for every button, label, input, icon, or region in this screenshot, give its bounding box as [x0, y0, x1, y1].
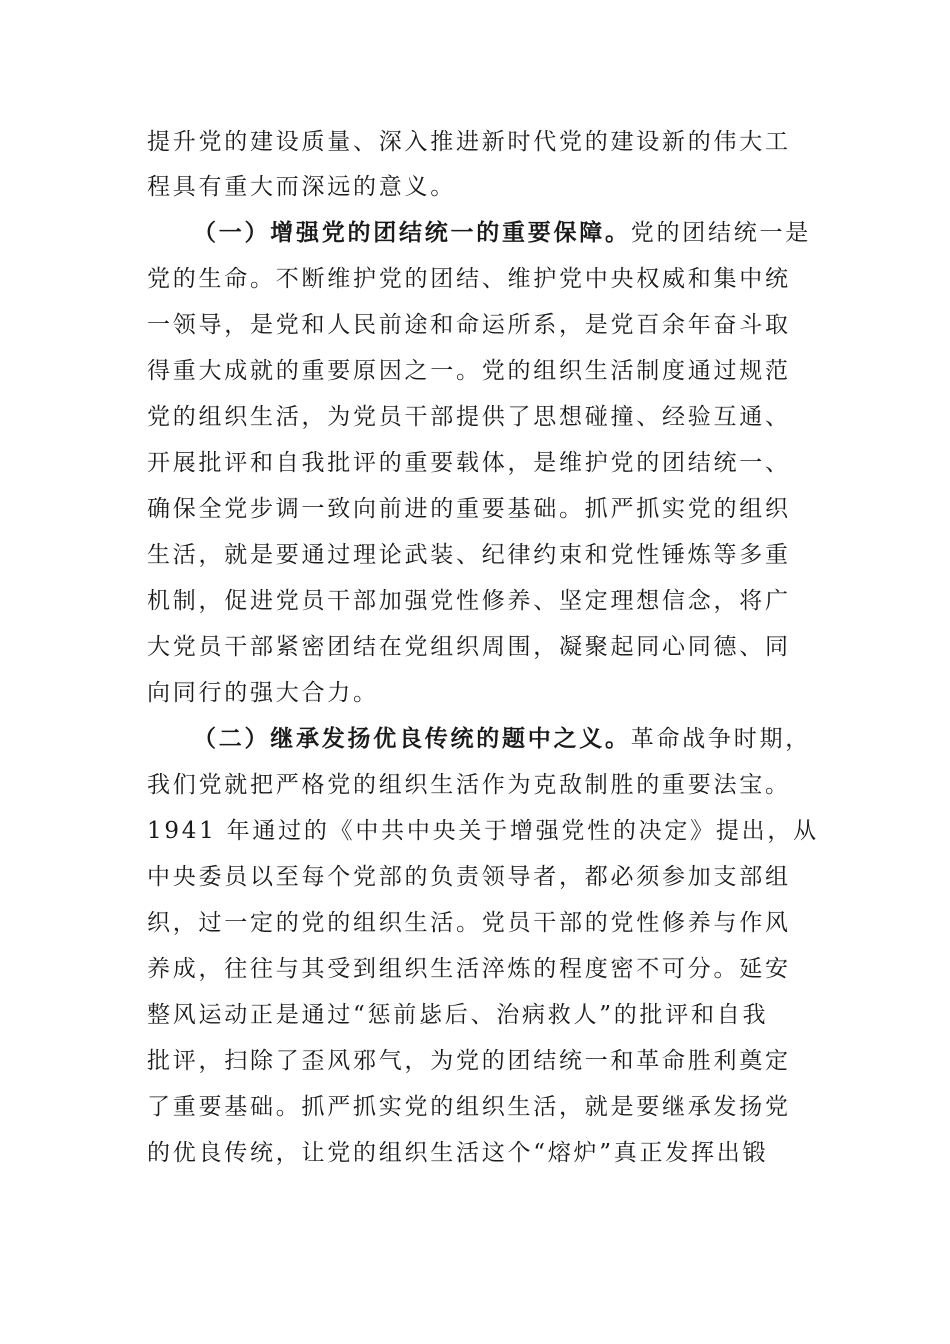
section-1-line: 确保全党步调一致向前进的重要基础。抓严抓实党的组织: [147, 496, 791, 522]
intro-line-1: 提升党的建设质量、深入推进新时代党的建设新的伟大工: [147, 129, 791, 155]
section-2-line: 了重要基础。抓严抓实党的组织生活，就是要继承发扬党: [147, 1094, 791, 1120]
section-1-heading: （一）增强党的团结统一的重要保障。: [193, 219, 631, 246]
section-2-line: 整风运动正是通过“惩前毖后、治病救人”的批评和自我: [147, 1002, 769, 1028]
intro-line-2: 程具有重大而深远的意义。: [147, 174, 456, 200]
section-2-line: 养成，往往与其受到组织生活淬炼的程度密不可分。延安: [147, 956, 791, 982]
section-2-line: 我们党就把严格党的组织生活作为克敌制胜的重要法宝。: [147, 772, 791, 798]
section-1-line: 党的生命。不断维护党的团结、维护党中央权威和集中统: [147, 266, 791, 292]
section-1-first-line-text: 党的团结统一是: [630, 220, 811, 246]
section-2-line: 的优良传统，让党的组织生活这个“熔炉”真正发挥出锻: [147, 1140, 769, 1166]
section-1-line: 开展批评和自我批评的重要载体，是维护党的团结统一、: [147, 450, 791, 476]
section-1-line: 大党员干部紧密团结在党组织周围，凝聚起同心同德、同: [147, 634, 791, 660]
section-1-first-line: [193, 218, 811, 248]
section-2-line: 中央委员以至每个党部的负责领导者，都必须参加支部组: [147, 864, 791, 890]
section-2-first-line: [193, 724, 811, 754]
section-2-line: 1941 年通过的《中共中央关于增强党性的决定》提出，从: [147, 818, 819, 844]
section-1-line: 机制，促进党员干部加强党性修养、坚定理想信念，将广: [147, 588, 791, 614]
section-1-line: 生活，就是要通过理论武装、纪律约束和党性锤炼等多重: [147, 542, 791, 568]
section-1-line: 得重大成就的重要原因之一。党的组织生活制度通过规范: [147, 358, 791, 384]
section-1-line: 一领导，是党和人民前途和命运所系，是党百余年奋斗取: [147, 312, 791, 338]
section-1-line: 向同行的强大合力。: [147, 680, 379, 706]
section-1-line: 党的组织生活，为党员干部提供了思想碰撞、经验互通、: [147, 404, 791, 430]
section-2-line: 织，过一定的党的组织生活。党员干部的党性修养与作风: [147, 910, 791, 936]
section-2-heading: （二）继承发扬优良传统的题中之义。: [193, 725, 631, 752]
section-2-line: 批评，扫除了歪风邪气，为党的团结统一和革命胜利奠定: [147, 1048, 791, 1074]
section-2-first-line-text: 革命战争时期，: [630, 726, 811, 752]
